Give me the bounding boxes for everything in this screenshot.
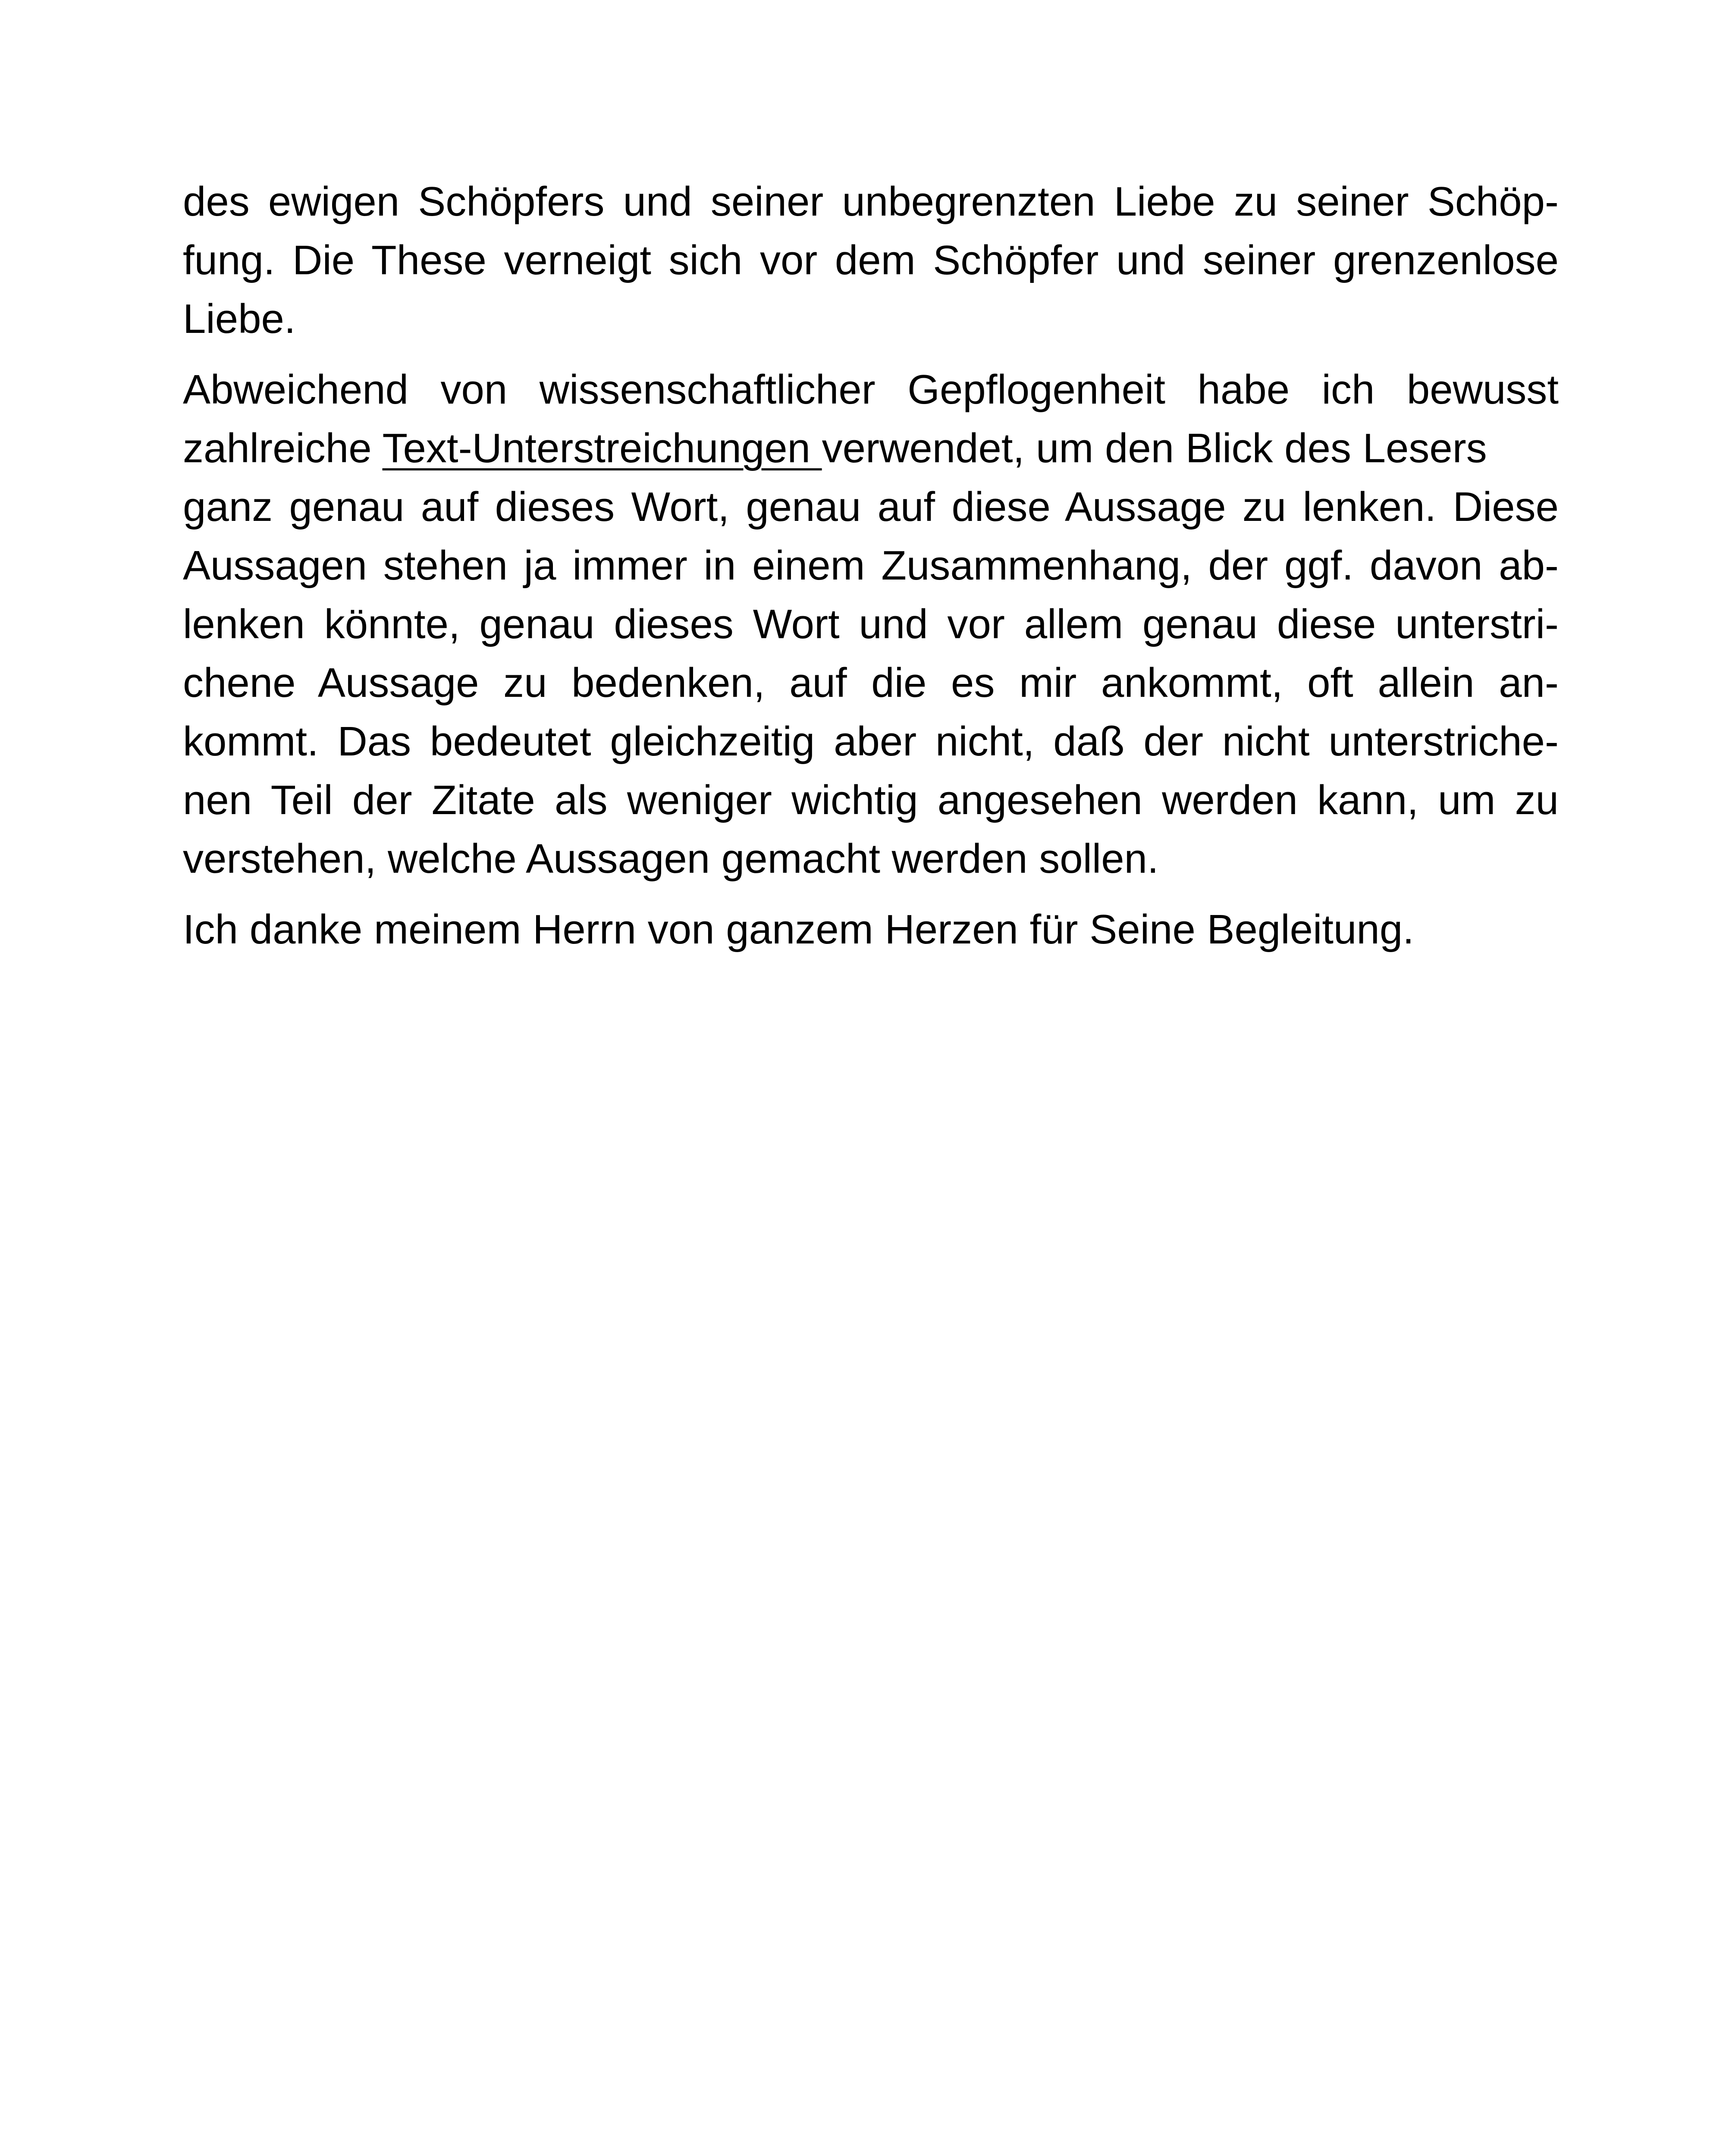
text-line: Abweichend von wissenschaftlicher Gepflogenheit habe ich bewusst bbox=[183, 367, 1559, 413]
text-line: verstehen, welche Aussagen gemacht werden sollen. bbox=[183, 836, 1159, 882]
paragraph-dedication bbox=[183, 172, 1559, 348]
underlined-text: Text-Unterstreichungen bbox=[382, 425, 822, 471]
text-line: chene Aussage zu bedenken, auf die es mir ankommt, oft allein an- bbox=[183, 660, 1559, 706]
text-segment: zahlreiche bbox=[183, 425, 383, 471]
text-line-with-underline bbox=[183, 419, 1559, 478]
text-line: des ewigen Schöpfers und seiner unbegrenzten Liebe zu seiner Schöp- bbox=[183, 179, 1559, 225]
text-line: kommt. Das bedeutet gleichzeitig aber nicht, daß der nicht unterstriche- bbox=[183, 718, 1559, 765]
text-line: ganz genau auf dieses Wort, genau auf diese Aussage zu lenken. Diese bbox=[183, 484, 1559, 530]
paragraph-gap bbox=[183, 348, 1559, 360]
paragraph-gap bbox=[183, 888, 1559, 900]
paragraph-thanks bbox=[183, 900, 1559, 959]
text-line: Liebe. bbox=[183, 296, 296, 342]
text-line: nen Teil der Zitate als weniger wichtig angesehen werden kann, um zu bbox=[183, 777, 1559, 823]
text-line: Aussagen stehen ja immer in einem Zusammenhang, der ggf. davon ab- bbox=[183, 542, 1559, 589]
text-line: lenken könnte, genau dieses Wort und vor allem genau diese unterstri- bbox=[183, 601, 1559, 647]
text-line: fung. Die These verneigt sich vor dem Schöpfer und seiner grenzenlose bbox=[183, 237, 1559, 283]
text-line: Ich danke meinem Herrn von ganzem Herzen für Seine Begleitung. bbox=[183, 906, 1414, 953]
body-text bbox=[183, 172, 1559, 959]
paragraph-underlining-note bbox=[183, 360, 1559, 888]
text-segment: verwendet, um den Blick des Lesers bbox=[822, 425, 1487, 471]
